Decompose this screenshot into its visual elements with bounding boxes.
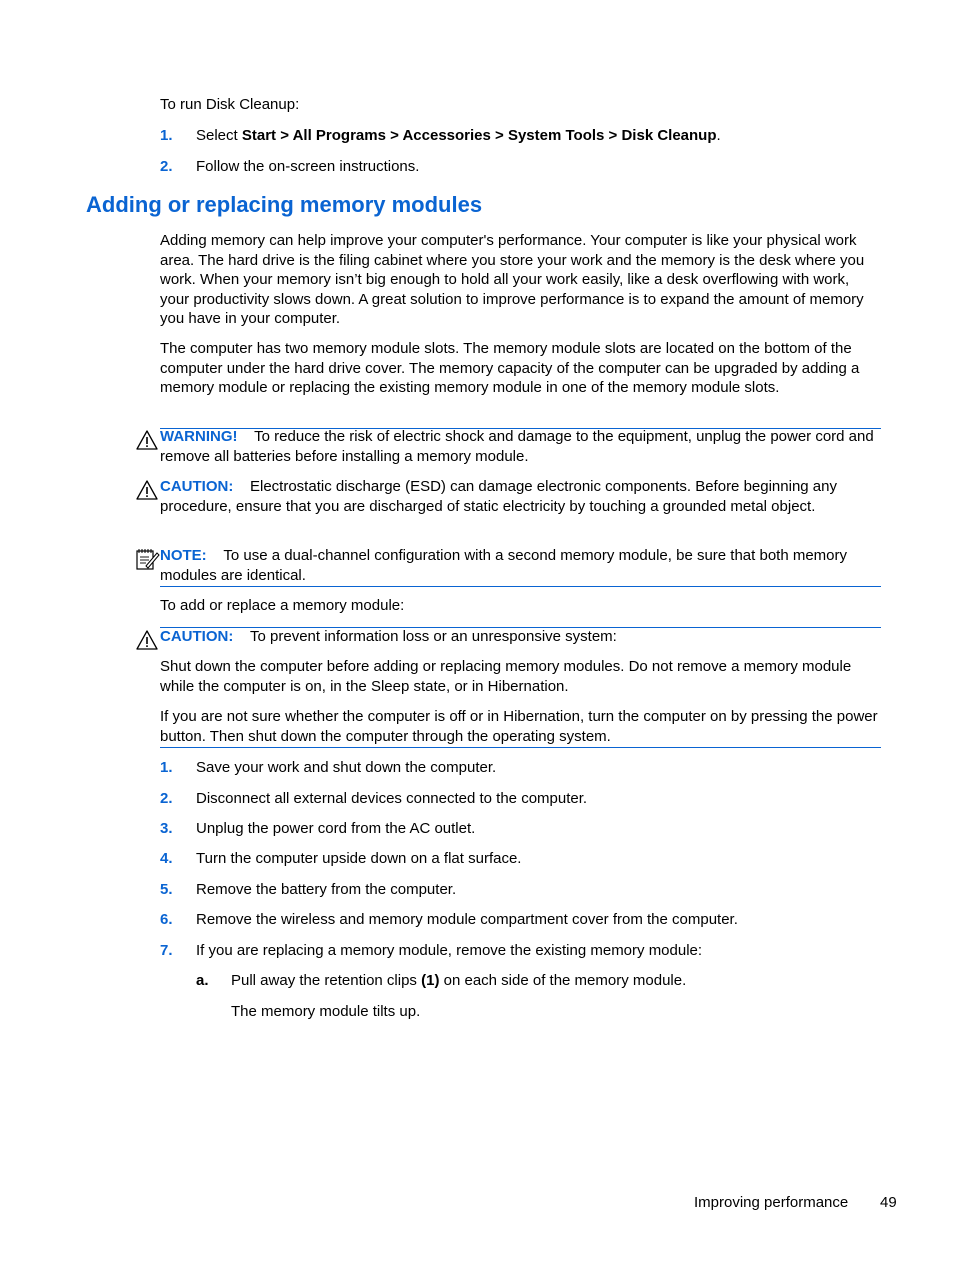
- step-number: 4.: [160, 850, 173, 867]
- note-pad-icon: [136, 547, 160, 571]
- step-3: Unplug the power cord from the AC outlet.: [196, 820, 476, 837]
- substep-a-result: The memory module tilts up.: [231, 1003, 421, 1020]
- caution-hibernation-paragraph: If you are not sure whether the computer is off or in Hibernation, turn the computer on by pressing the power button. Then shut down the computer through the operating system.: [160, 708, 878, 745]
- section-heading: Adding or replacing memory modules: [86, 192, 483, 217]
- caution-bottom-rule: [160, 747, 881, 748]
- disk-cleanup-intro: To run Disk Cleanup:: [160, 96, 300, 113]
- caution-triangle-icon: [136, 630, 158, 650]
- step-number: 1.: [160, 127, 173, 144]
- note-label: NOTE:: [160, 547, 207, 564]
- step-4: Turn the computer upside down on a flat surface.: [196, 850, 522, 867]
- warning-text: To reduce the risk of electric shock and damage to the equipment, unplug the power cord and remove all batteries before installing a memory module.: [160, 428, 874, 465]
- step-number: 2.: [160, 790, 173, 807]
- footer-section-title: Improving performance: [694, 1194, 849, 1211]
- step-number: 5.: [160, 881, 173, 898]
- warning-label: WARNING!: [160, 428, 238, 445]
- add-replace-intro: To add or replace a memory module:: [160, 597, 405, 614]
- disk-cleanup-step-2: Follow the on-screen instructions.: [196, 158, 420, 175]
- caution-label: CAUTION:: [160, 478, 234, 495]
- substep-a: [231, 971, 881, 991]
- step-6: Remove the wireless and memory module compartment cover from the computer.: [196, 911, 738, 928]
- caution-notice-info-loss: [160, 627, 882, 647]
- warning-notice: [160, 427, 882, 466]
- step-1: Save your work and shut down the computer.: [196, 759, 497, 776]
- step-5: Remove the battery from the computer.: [196, 881, 457, 898]
- step-2: Disconnect all external devices connected to the computer.: [196, 790, 588, 807]
- caution-text: To prevent information loss or an unresponsive system:: [250, 628, 617, 645]
- caution-text: Electrostatic discharge (ESD) can damage electronic components. Before beginning any procedure, ensure that you are discharged of static electricity by touching a grounded metal object.: [160, 478, 837, 515]
- substep-letter: a.: [196, 972, 209, 989]
- step-number: 7.: [160, 942, 173, 959]
- disk-cleanup-step-1: [196, 126, 886, 146]
- step-number: 1.: [160, 759, 173, 776]
- notice-bottom-rule: [160, 586, 881, 587]
- note-notice: [160, 546, 882, 585]
- step-text-end: .: [716, 127, 721, 144]
- caution-shutdown-paragraph: Shut down the computer before adding or replacing memory modules. Do not remove a memory module while the computer is on, in the Sleep state, or in Hibernation.: [160, 658, 852, 695]
- step-number: 6.: [160, 911, 173, 928]
- note-text: To use a dual-channel configuration with a second memory module, be sure that both memory modules are identical.: [160, 547, 848, 584]
- caution-triangle-icon: [136, 480, 158, 500]
- step-text: Select: [196, 127, 242, 144]
- substep-text-end: on each side of the memory module.: [439, 972, 687, 989]
- step-number: 3.: [160, 820, 173, 837]
- page-number: 49: [880, 1194, 897, 1211]
- step-number: 2.: [160, 158, 173, 175]
- paragraph-memory-slots: The computer has two memory module slots. The memory module slots are located on the bottom of the computer under the hard drive cover. The memory capacity of the computer can be upgraded by adding a memory module or replacing the existing memory module in one of the memory module slots.: [160, 340, 860, 396]
- substep-text: Pull away the retention clips: [231, 972, 422, 989]
- menu-path: Start > All Programs > Accessories > System Tools > Disk Cleanup: [241, 127, 717, 144]
- step-7: If you are replacing a memory module, remove the existing memory module:: [196, 942, 703, 959]
- caution-notice-esd: [160, 477, 882, 516]
- caution-label: CAUTION:: [160, 628, 234, 645]
- warning-triangle-icon: [136, 430, 158, 450]
- callout-number: (1): [421, 972, 440, 989]
- paragraph-memory-intro: Adding memory can help improve your computer's performance. Your computer is like your physical work area. The hard drive is the filing cabinet where you store your work and the memory is the desk where you work. When your memory isn’t big enough to hold all your work easily, like a desk overflowing with work, your productivity slows down. A great solution to improve performance is to expand the amount of memory you have in your computer.: [160, 232, 865, 327]
